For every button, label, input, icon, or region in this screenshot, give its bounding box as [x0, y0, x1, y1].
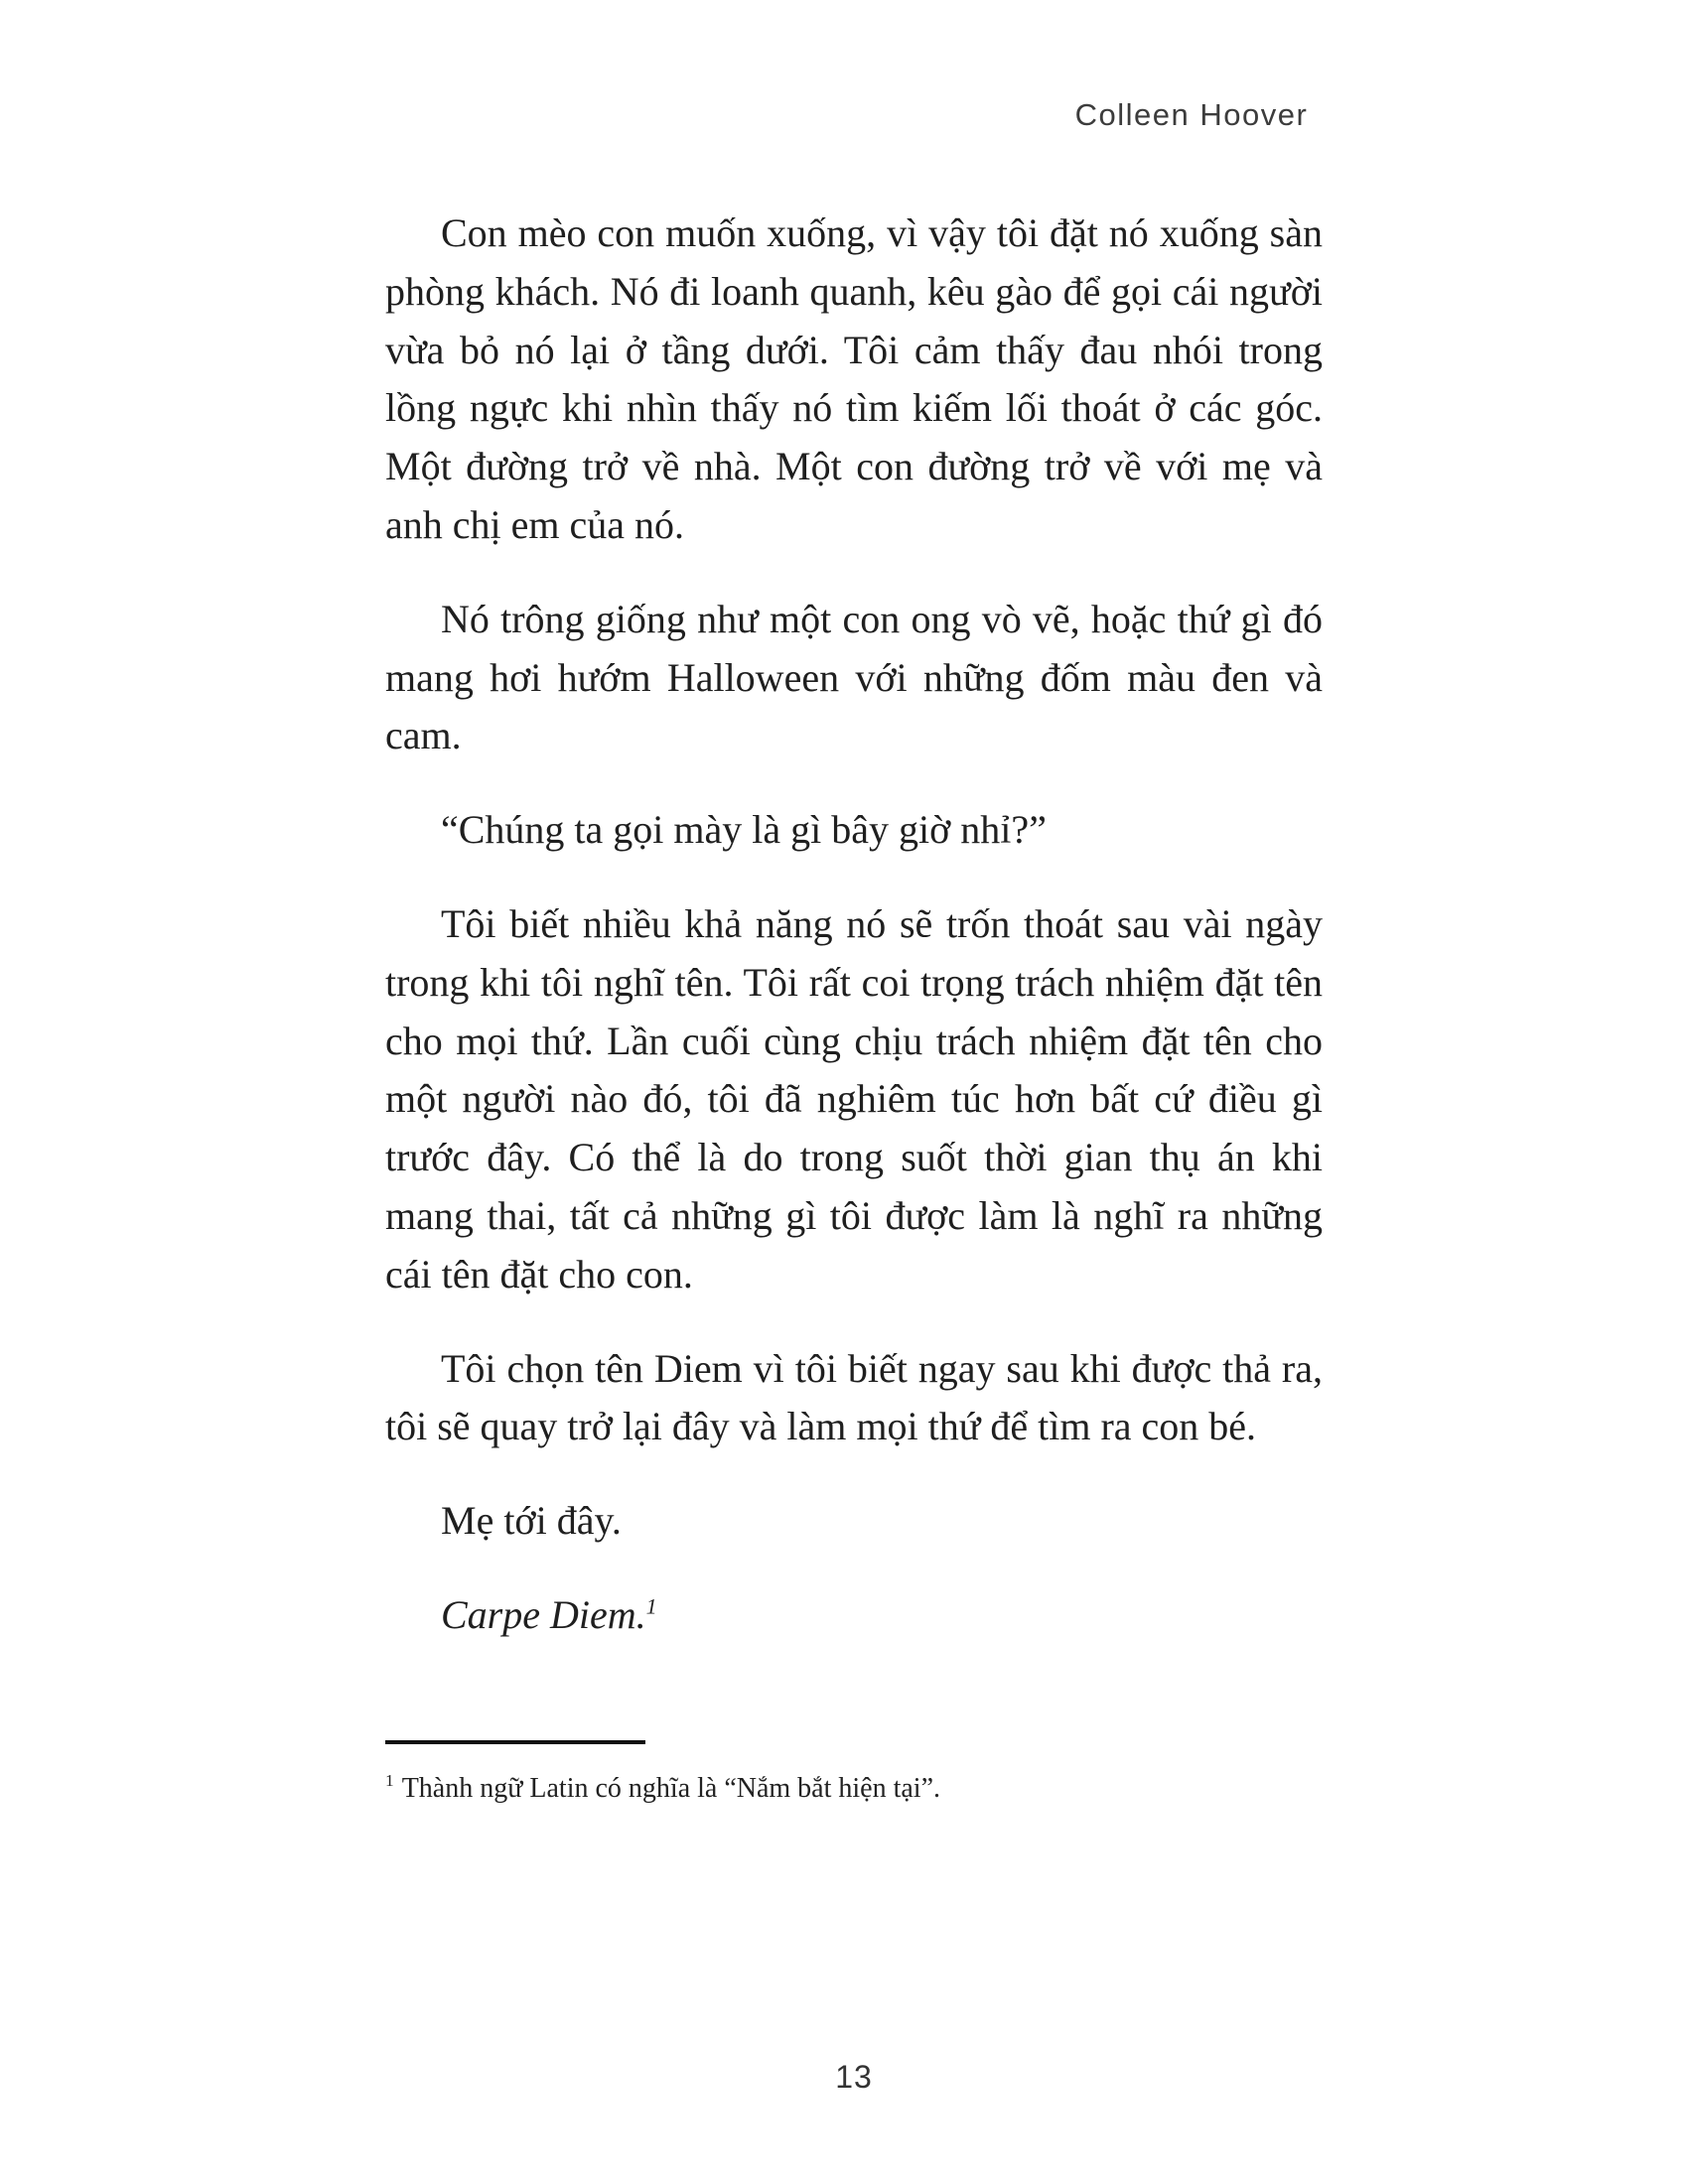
carpe-diem-text: Carpe Diem.: [441, 1591, 646, 1637]
footnote-reference: 1: [645, 1593, 657, 1619]
page-number: 13: [835, 2059, 873, 2095]
footnote-block: [385, 1740, 1323, 1810]
running-header: Colleen Hoover: [1074, 97, 1309, 132]
paragraph-carpe-diem: [385, 1586, 1323, 1645]
page-content: [385, 205, 1323, 1810]
paragraph: Tôi biết nhiều khả năng nó sẽ trốn thoát sau vài ngày trong khi tôi nghĩ tên. Tôi rất coi trọng trách nhiệm đặt tên cho mọi thứ. Lần cuối cùng chịu trách nhiệm đặt tên cho một người nào đó, tôi đã nghiêm túc hơn bất cứ điều gì trước đây. Có thể là do trong suốt thời gian thụ án khi mang thai, tất cả những gì tôi được làm là nghĩ ra những cái tên đặt cho con.: [385, 900, 1323, 1297]
paragraph: Mẹ tới đây.: [441, 1498, 622, 1544]
paragraph: Con mèo con muốn xuống, vì vậy tôi đặt nó xuống sàn phòng khách. Nó đi loanh quanh, kêu gào để gọi cái người vừa bỏ nó lại ở tầng dưới. Tôi cảm thấy đau nhói trong lồng ngực khi nhìn thấy nó tìm kiếm lối thoát ở các góc. Một đường trở về nhà. Một con đường trở về với mẹ và anh chị em của nó.: [385, 210, 1323, 547]
footnote: [385, 1768, 1323, 1810]
footnote-separator: [385, 1740, 645, 1744]
paragraph: Nó trông giống như một con ong vò vẽ, hoặc thứ gì đó mang hơi hướm Halloween với những đốm màu đen và cam.: [385, 596, 1323, 758]
paragraph-dialogue: “Chúng ta gọi mày là gì bây giờ nhỉ?”: [441, 807, 1047, 853]
footnote-text: Thành ngữ Latin có nghĩa là “Nắm bắt hiện tại”.: [401, 1772, 941, 1804]
footnote-marker: 1: [385, 1771, 394, 1791]
paragraph: Tôi chọn tên Diem vì tôi biết ngay sau khi được thả ra, tôi sẽ quay trở lại đây và làm mọi thứ để tìm ra con bé.: [385, 1345, 1323, 1449]
